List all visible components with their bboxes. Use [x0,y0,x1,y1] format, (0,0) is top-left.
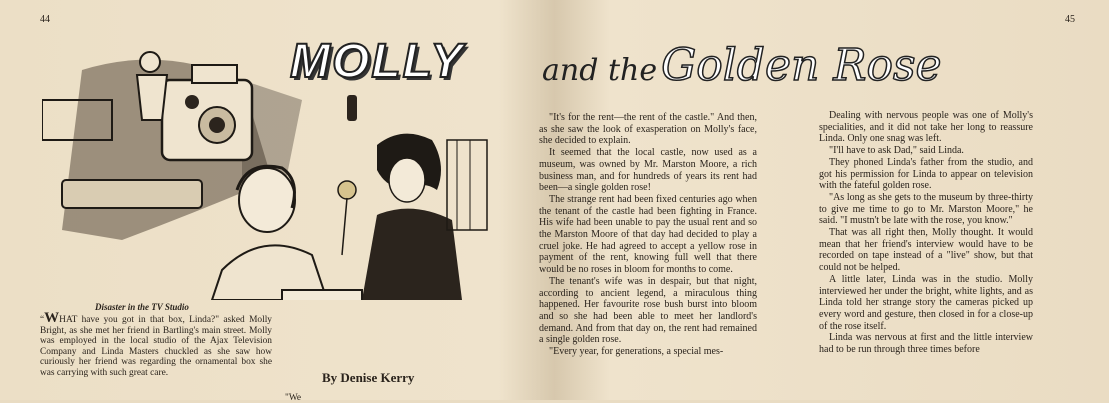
text-column-1 [539,112,757,358]
paragraph: A little later, Linda was in the studio. Molly interviewed her under the bright, white lights, and as Linda told her strange story the cameras picked up every word and gesture, then closed in for a close-up of the rose itself. [819,273,1033,332]
page-number-left: 44 [40,14,50,25]
paragraph: "It's for the rent—the rent of the castle." And then, as she saw the look of exasperation on Molly's face, she decided to explain. [539,112,757,147]
intro-text: HAT have you got in that box, Linda?" asked Molly Bright, as she met her friend in Bartling's main street. Molly was employed in the local studio of the Ajax Television Company and Linda Masters chuckled as she saw how curiously her friend was regarding the ornamental box she was carrying with such great care. [40,315,272,378]
paragraph: "I'll have to ask Dad," said Linda. [829,145,964,157]
left-column2-fragment: "We [285,393,302,403]
page-number-right: 45 [1065,14,1075,25]
drop-cap: W [44,310,60,326]
right-page [539,0,1109,400]
illustration-caption: Disaster in the TV Studio [95,302,189,312]
title-golden-rose-text: Golden Rose [661,40,942,91]
paragraph: Linda was nervous at first and the little interview had to be run through three times before [819,332,1033,356]
paragraph: The tenant's wife was in despair, but that night, according to ancient legend, a miraculous thing happened. Her favourite rose bush burst into bloom and so she had been able to meet her landlord's demand. And from that day on, the rent had remained a single golden rose. [539,275,757,346]
author-byline: By Denise Kerry [322,370,415,385]
intro-paragraph: “WHAT have you got in that box, Linda?" asked Molly Bright, as she met her friend in Bartling's main street. Molly was employed in the local studio of the Ajax Television Company and Linda Masters chuckled as she saw how curiously her friend was regarding the ornamental box she was carrying with such great care. [40,310,272,378]
paragraph: "As long as she gets to the museum by three-thirty to give me time to go to Mr. Marston Moore," he said. "I mustn't be late with the rose, you know." [819,191,1033,227]
paragraph: It seemed that the local castle, now used as a museum, was owned by Mr. Marston Moore, a rich business man, and for hundreds of years its rent had been—a single golden rose! [539,147,757,194]
title-golden-rose [542,40,942,91]
title-molly: MOLLY [290,35,465,88]
paragraph: The strange rent had been fixed centuries ago when the tenant of the castle had been fighting in France. His wife had been unable to pay the usual rent and so the Marston Moore of that day had decided to play a cruel joke. He had agreed to accept a yellow rose in payment of the rent, knowing full well that there would be no roses in bloom for months to come. [539,193,757,276]
left-page [0,0,552,403]
paragraph: Dealing with nervous people was one of Molly's specialities, and it did not take her long to reassure Linda. Only one snag was left. [819,110,1033,145]
paragraph: "Every year, for generations, a special mes- [549,346,724,358]
title-and-the: and the [542,53,658,88]
paragraph: That was all right then, Molly thought. It would mean that her friend's interview would have to be recorded on tape instead of a "live" show, but that could not be helped. [819,227,1033,274]
paragraph: They phoned Linda's father from the studio, and got his permission for Linda to appear on television with the fateful golden rose. [819,156,1033,192]
text-column-2 [819,110,1033,356]
